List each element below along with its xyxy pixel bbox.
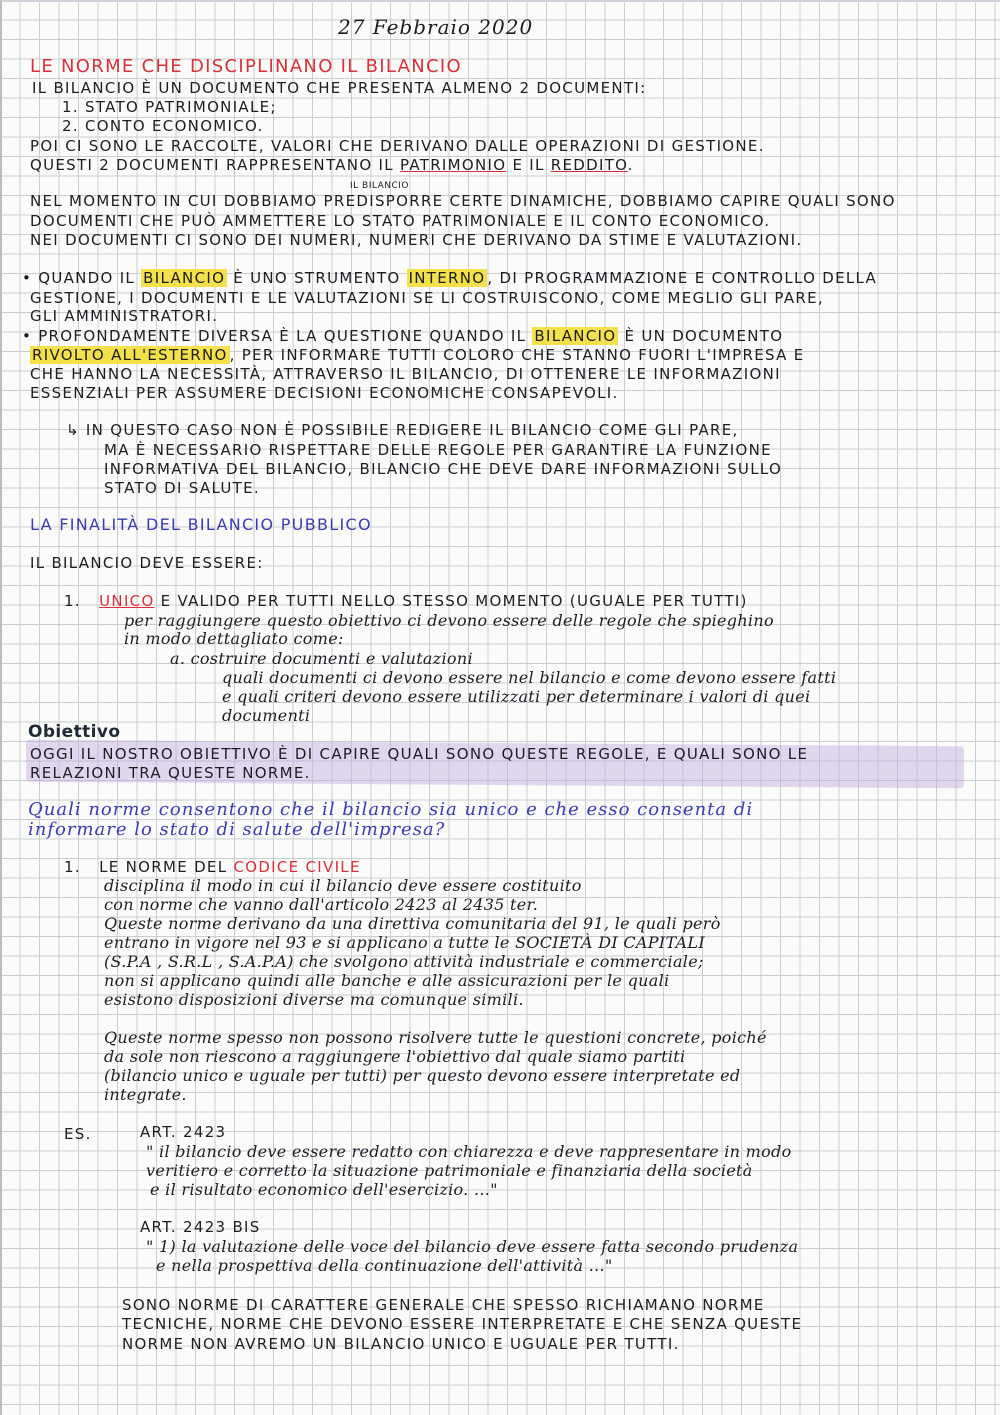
text-line: esistono disposizioni diverse ma comunque simili. [104, 990, 524, 1009]
text-line: CHE HANNO LA NECESSITÀ, ATTRAVERSO IL BILANCIO, DI OTTENERE LE INFORMAZIONI [30, 365, 781, 383]
text-fragment: È UNO STRUMENTO [233, 269, 401, 287]
highlight-interno: INTERNO [408, 269, 486, 287]
underlined-word-patrimonio: PATRIMONIO [399, 156, 507, 174]
text-line: (S.P.A , S.R.L , S.A.P.A) che svolgono attività industriale e commerciale; [104, 952, 704, 971]
text-line [30, 345, 805, 365]
text-line: NEL MOMENTO IN CUI DOBBIAMO PREDISPORRE CERTE DINAMICHE, DOBBIAMO CAPIRE QUALI SONO [30, 192, 896, 210]
text-fragment: E IL [512, 156, 545, 174]
list-item-civil-code [64, 857, 361, 877]
text-line: integrate. [104, 1085, 187, 1104]
arrow-note-line: ↳ IN QUESTO CASO NON È POSSIBILE REDIGERE IL BILANCIO COME GLI PARE, [66, 421, 739, 439]
text-line: quali documenti ci devono essere nel bilancio e come devono essere fatti [222, 668, 837, 687]
list-number: 1. [64, 592, 81, 610]
highlight-rivolto-esterno: RIVOLTO ALL'ESTERNO [32, 346, 228, 364]
text-fragment: • PROFONDAMENTE DIVERSA È LA QUESTIONE QUANDO IL [22, 327, 527, 345]
text-line: Queste norme derivano da una direttiva comunitaria del 91, le quali però [104, 914, 721, 933]
bullet-external [22, 326, 783, 346]
text-fragment: QUESTI 2 DOCUMENTI RAPPRESENTANO IL [30, 156, 394, 174]
text-line: per raggiungere questo obiettivo ci devono essere delle regole che spieghino [124, 611, 774, 630]
text-line: documenti [222, 706, 311, 725]
underlined-word-unico: UNICO [99, 592, 155, 610]
text-line: IL BILANCIO DEVE ESSERE: [30, 554, 264, 572]
quote-line: " il bilancio deve essere redatto con chiarezza e deve rappresentare in modo [146, 1142, 792, 1161]
text-line: IL BILANCIO È UN DOCUMENTO CHE PRESENTA ALMENO 2 DOCUMENTI: [32, 79, 647, 97]
text-line: non si applicano quindi alle banche e alle assicurazioni per le quali [104, 971, 670, 990]
underlined-word-reddito: REDDITO [550, 156, 628, 174]
text-line: QUESTI 2 DOCUMENTI RAPPRESENTANO IL PATRIMONIO E IL REDDITO. [30, 156, 634, 174]
closing-line: NORME NON AVREMO UN BILANCIO UNICO E UGUALE PER TUTTI. [122, 1335, 680, 1353]
quote-line: e nella prospettiva della continuazione dell'attività ..." [156, 1256, 613, 1275]
question-line: Quali norme consentono che il bilancio sia unico e che esso consenta di [28, 799, 754, 820]
text-fragment: È UN DOCUMENTO [624, 327, 784, 345]
text-fragment: E VALIDO PER TUTTI NELLO STESSO MOMENTO (UGUALE PER TUTTI) [160, 592, 748, 610]
quote-line: veritiero e corretto la situazione patrimoniale e finanziaria della società [146, 1161, 753, 1180]
highlight-bilancio: BILANCIO [143, 269, 226, 287]
text-line: ESSENZIALI PER ASSUMERE DECISIONI ECONOMICHE CONSAPEVOLI. [30, 384, 619, 402]
text-line: in modo dettagliato come: [124, 629, 344, 648]
closing-line: SONO NORME DI CARATTERE GENERALE CHE SPESSO RICHIAMANO NORME [122, 1296, 765, 1314]
quote-line: e il risultato economico dell'esercizio. ..." [150, 1180, 498, 1199]
closing-line: TECNICHE, NORME CHE DEVONO ESSERE INTERPRETATE E CHE SENZA QUESTE [122, 1315, 803, 1333]
list-item-unico [64, 591, 748, 611]
objective-label: Obiettivo [28, 722, 121, 742]
list-number: 1. [64, 858, 81, 876]
text-line: Queste norme spesso non possono risolvere tutte le questioni concrete, poiché [104, 1028, 767, 1047]
text-line: GESTIONE, I DOCUMENTI E LE VALUTAZIONI SE LI COSTRUISCONO, COME MEGLIO GLI PARE, [30, 289, 824, 307]
text-fragment: LE NORME DEL [99, 858, 228, 876]
section-title-finalita: LA FINALITÀ DEL BILANCIO PUBBLICO [30, 515, 372, 534]
arrow-note-line: MA È NECESSARIO RISPETTARE DELLE REGOLE PER GARANTIRE LA FUNZIONE [104, 441, 772, 459]
highlight-bilancio: BILANCIO [534, 327, 617, 345]
arrow-note-line: INFORMATIVA DEL BILANCIO, BILANCIO CHE DEVE DARE INFORMAZIONI SULLO [104, 460, 783, 478]
text-line: entrano in vigore nel 93 e si applicano a tutte le SOCIETÀ DI CAPITALI [104, 933, 705, 952]
text-line: disciplina il modo in cui il bilancio deve essere costituito [104, 876, 582, 895]
text-line: POI CI SONO LE RACCOLTE, VALORI CHE DERIVANO DALLE OPERAZIONI DI GESTIONE. [30, 137, 765, 155]
quote-line: " 1) la valutazione delle voce del bilancio deve essere fatta secondo prudenza [146, 1237, 799, 1256]
date-heading: 27 Febbraio 2020 [338, 15, 534, 39]
question-line: informare lo stato di salute dell'impresa? [28, 819, 446, 840]
text-line: DOCUMENTI CHE PUÒ AMMETTERE LO STATO PATRIMONIALE E IL CONTO ECONOMICO. [30, 212, 771, 230]
sub-item: a. costruire documenti e valutazioni [170, 649, 473, 668]
article-title: ART. 2423 [140, 1123, 227, 1141]
text-line: GLI AMMINISTRATORI. [30, 307, 219, 325]
text-fragment: • QUANDO IL [22, 269, 136, 287]
text-line: da sole non riescono a raggiungere l'obiettivo dal quale siamo partiti [104, 1047, 686, 1066]
text-line: e quali criteri devono essere utilizzati per determinare i valori di quei [222, 687, 811, 706]
text-line: NEI DOCUMENTI CI SONO DEI NUMERI, NUMERI CHE DERIVANO DA STIME E VALUTAZIONI. [30, 231, 803, 249]
article-title: ART. 2423 BIS [140, 1218, 261, 1236]
list-item: 1. STATO PATRIMONIALE; [62, 98, 277, 116]
highlight-codice-civile: CODICE CIVILE [233, 858, 361, 876]
text-fragment: , DI PROGRAMMAZIONE E CONTROLLO DELLA [487, 269, 878, 287]
text-fragment: , PER INFORMARE TUTTI COLORO CHE STANNO FUORI L'IMPRESA E [229, 346, 805, 364]
objective-line: RELAZIONI TRA QUESTE NORME. [30, 764, 311, 782]
arrow-note-line: STATO DI SALUTE. [104, 479, 260, 497]
bullet-internal [22, 268, 877, 288]
section-title-norms: LE NORME CHE DISCIPLINANO IL BILANCIO [30, 56, 462, 77]
text-line: con norme che vanno dall'articolo 2423 al 2435 ter. [104, 895, 539, 914]
inserted-note: IL BILANCIO [350, 181, 409, 191]
objective-line: OGGI IL NOSTRO OBIETTIVO È DI CAPIRE QUALI SONO QUESTE REGOLE, E QUALI SONO LE [30, 745, 809, 763]
example-label: ES. [64, 1125, 92, 1143]
list-item: 2. CONTO ECONOMICO. [62, 117, 264, 135]
text-line: (bilancio unico e uguale per tutti) per questo devono essere interpretate ed [104, 1066, 741, 1085]
